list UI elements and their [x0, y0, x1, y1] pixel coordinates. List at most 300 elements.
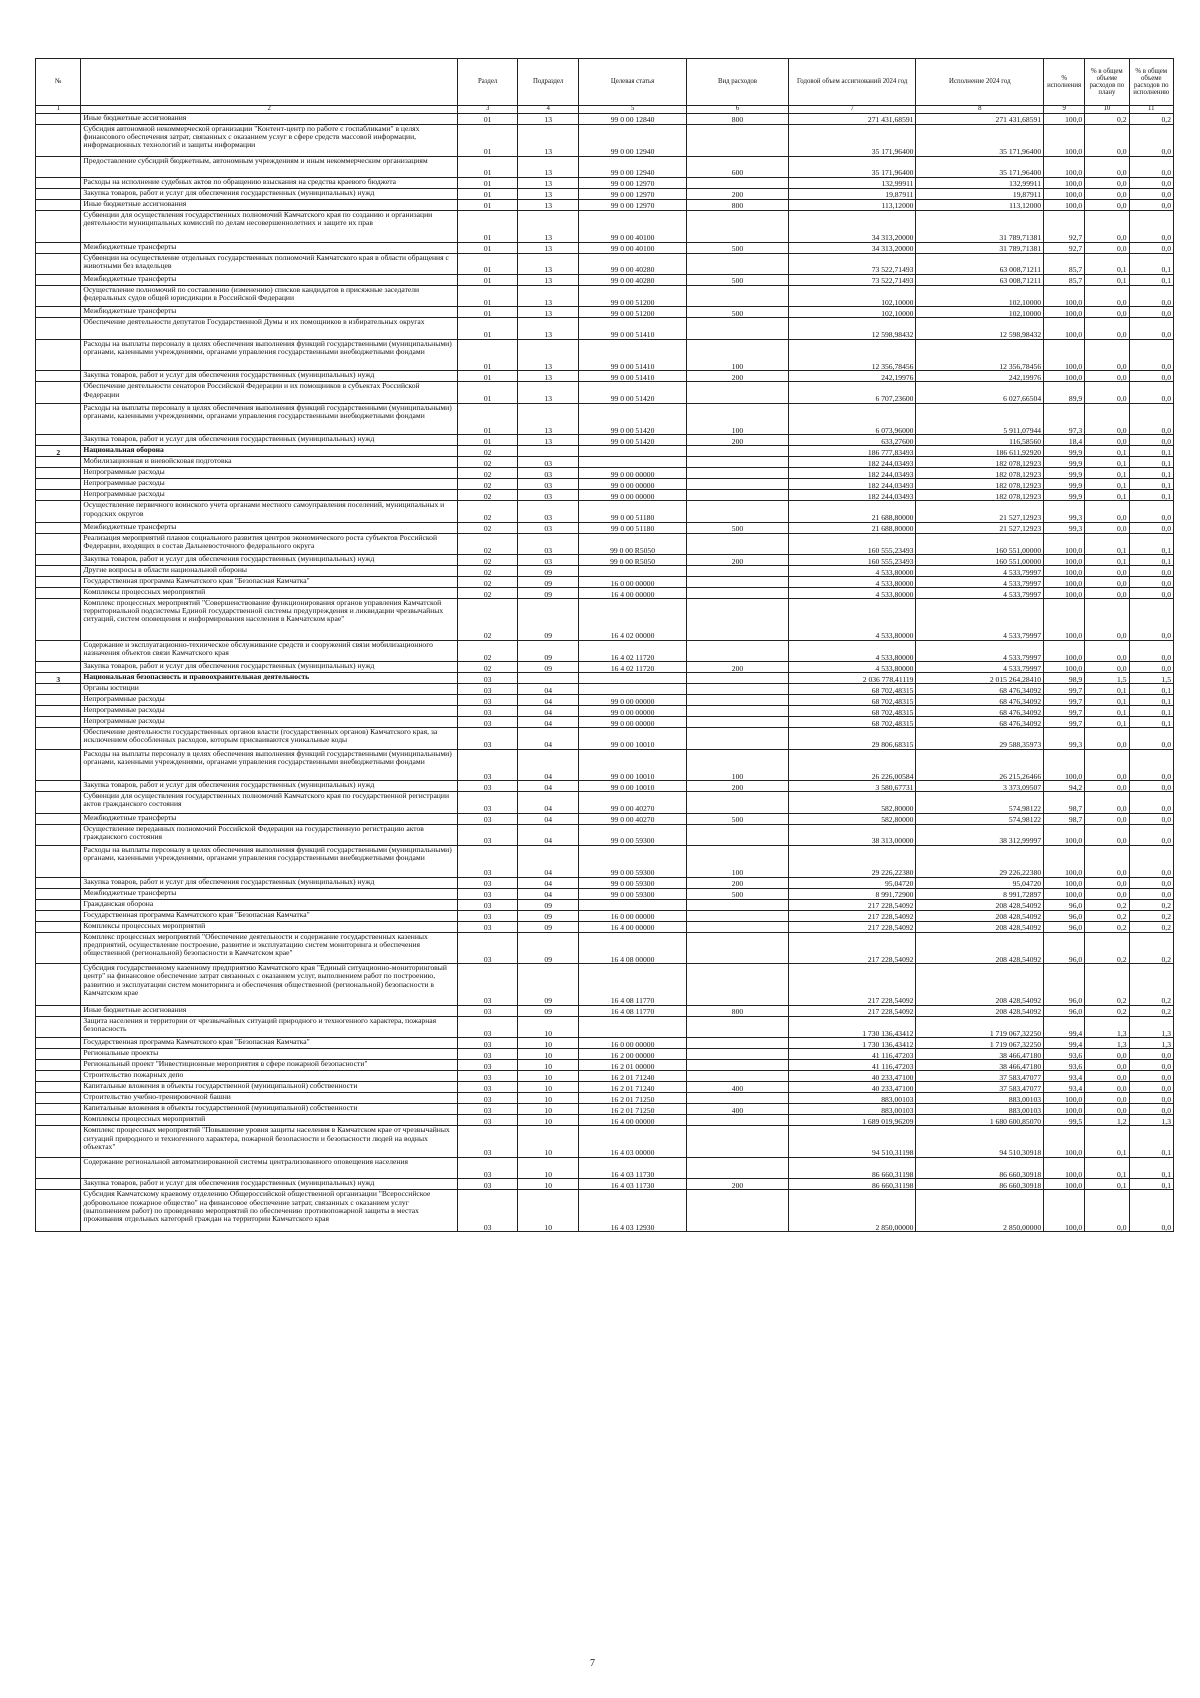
row-share-plan: 0,0: [1085, 1093, 1129, 1104]
row-number: [36, 318, 81, 339]
row-razdel: 02: [457, 457, 518, 468]
table-row: [36, 1006, 1174, 1017]
row-target: 16 4 02 11720: [578, 640, 686, 661]
row-fact: 208 428,54092: [916, 932, 1044, 964]
row-share-plan: 0,1: [1085, 717, 1129, 728]
table-row: [36, 1071, 1174, 1082]
row-share-fact: 0,0: [1129, 501, 1173, 522]
row-number: [36, 1017, 81, 1038]
row-number: [36, 1060, 81, 1071]
row-razdel: 03: [457, 717, 518, 728]
row-plan: 68 702,48315: [788, 706, 916, 717]
row-plan: 8 991,72900: [788, 888, 916, 899]
row-number: [36, 382, 81, 403]
row-plan: 35 171,96400: [788, 156, 916, 177]
row-number: [36, 1104, 81, 1115]
row-pct: 100,0: [1044, 888, 1085, 899]
row-number: [36, 156, 81, 177]
row-number: [36, 964, 81, 1006]
row-pct: 98,9: [1044, 673, 1085, 684]
row-razdel: 01: [457, 210, 518, 242]
row-target: 16 4 08 00000: [578, 932, 686, 964]
row-plan: 217 228,54092: [788, 1006, 916, 1017]
row-share-fact: 0,1: [1129, 490, 1173, 501]
row-vid: [687, 566, 789, 577]
row-name: Другие вопросы в области национальной обороны: [81, 566, 457, 577]
table-row: [36, 1104, 1174, 1115]
row-share-plan: 0,0: [1085, 125, 1129, 157]
row-share-plan: 0,0: [1085, 1082, 1129, 1093]
row-pct: 93,6: [1044, 1060, 1085, 1071]
row-target: 99 0 00 12940: [578, 125, 686, 157]
row-name: Закупка товаров, работ и услуг для обеспечения государственных (муниципальных) нужд: [81, 781, 457, 792]
row-vid: [687, 1093, 789, 1104]
table-row: [36, 695, 1174, 706]
row-share-fact: 0,0: [1129, 1104, 1173, 1115]
row-share-plan: 0,0: [1085, 199, 1129, 210]
row-plan: 2 036 778,41119: [788, 673, 916, 684]
row-plan: 73 522,71493: [788, 274, 916, 285]
row-vid: 800: [687, 199, 789, 210]
row-share-plan: 0,0: [1085, 846, 1129, 878]
row-razdel: 03: [457, 1060, 518, 1071]
row-podrazdel: 10: [518, 1190, 579, 1232]
row-share-fact: 0,0: [1129, 1071, 1173, 1082]
row-vid: [687, 1038, 789, 1049]
row-plan: 12 598,98432: [788, 318, 916, 339]
row-pct: 96,0: [1044, 899, 1085, 910]
row-share-fact: 0,0: [1129, 1190, 1173, 1232]
table-row: [36, 1115, 1174, 1126]
row-plan: 94 510,31198: [788, 1126, 916, 1158]
row-plan: 182 244,03493: [788, 457, 916, 468]
row-razdel: 01: [457, 435, 518, 446]
row-vid: [687, 899, 789, 910]
row-vid: 800: [687, 1006, 789, 1017]
row-number: [36, 781, 81, 792]
row-pct: 85,7: [1044, 274, 1085, 285]
row-fact: 182 078,12923: [916, 479, 1044, 490]
row-name: Непрограммные расходы: [81, 706, 457, 717]
row-share-plan: 0,0: [1085, 577, 1129, 588]
row-share-plan: 0,0: [1085, 640, 1129, 661]
row-name: Строительство пожарных депо: [81, 1071, 457, 1082]
row-name: Межбюджетные трансферты: [81, 242, 457, 253]
row-fact: 208 428,54092: [916, 899, 1044, 910]
table-row: [36, 533, 1174, 554]
row-razdel: 03: [457, 781, 518, 792]
row-pct: 92,7: [1044, 210, 1085, 242]
row-razdel: 03: [457, 695, 518, 706]
table-row: [36, 877, 1174, 888]
row-vid: [687, 318, 789, 339]
row-fact: 160 551,00000: [916, 555, 1044, 566]
row-pct: 100,0: [1044, 1093, 1085, 1104]
row-share-fact: 0,1: [1129, 479, 1173, 490]
row-target: 99 0 00 10010: [578, 749, 686, 781]
row-vid: [687, 177, 789, 188]
row-vid: [687, 1190, 789, 1232]
row-fact: 37 583,47077: [916, 1082, 1044, 1093]
row-number: [36, 253, 81, 274]
row-share-fact: 0,1: [1129, 555, 1173, 566]
row-fact: 102,10000: [916, 285, 1044, 306]
row-name: Иные бюджетные ассигнования: [81, 199, 457, 210]
row-plan: 132,99911: [788, 177, 916, 188]
row-plan: 242,19976: [788, 371, 916, 382]
row-share-fact: 0,0: [1129, 156, 1173, 177]
row-pct: 96,0: [1044, 932, 1085, 964]
row-number: [36, 435, 81, 446]
row-vid: 400: [687, 1082, 789, 1093]
row-razdel: 03: [457, 684, 518, 695]
row-target: 99 0 00 59300: [578, 846, 686, 878]
row-fact: 4 533,79997: [916, 599, 1044, 641]
row-number: [36, 242, 81, 253]
row-share-fact: 0,2: [1129, 899, 1173, 910]
row-razdel: 02: [457, 468, 518, 479]
row-fact: 63 008,71211: [916, 274, 1044, 285]
row-share-fact: 0,0: [1129, 749, 1173, 781]
row-share-fact: 0,0: [1129, 566, 1173, 577]
row-share-plan: 0,0: [1085, 177, 1129, 188]
row-share-plan: 0,0: [1085, 1104, 1129, 1115]
row-name: Закупка товаров, работ и услуг для обеспечения государственных (муниципальных) нужд: [81, 1179, 457, 1190]
row-razdel: 03: [457, 964, 518, 1006]
row-name: Осуществление переданных полномочий Российской Федерации на государственную регистрацию актов гражданского состояния: [81, 824, 457, 845]
row-share-plan: 0,0: [1085, 662, 1129, 673]
row-target: 99 0 00 51420: [578, 382, 686, 403]
row-name: Межбюджетные трансферты: [81, 522, 457, 533]
row-target: 99 0 00 59300: [578, 877, 686, 888]
row-pct: 98,7: [1044, 792, 1085, 813]
row-pct: 89,9: [1044, 382, 1085, 403]
row-podrazdel: 09: [518, 577, 579, 588]
row-target: 16 4 00 00000: [578, 588, 686, 599]
table-row: [36, 899, 1174, 910]
row-target: 99 0 00 12970: [578, 199, 686, 210]
row-name: Защита населения и территории от чрезвычайных ситуаций природного и техногенного характера, пожарная безопасность: [81, 1017, 457, 1038]
row-podrazdel: 04: [518, 824, 579, 845]
table-row: [36, 285, 1174, 306]
row-number: [36, 599, 81, 641]
row-pct: 100,0: [1044, 749, 1085, 781]
row-share-plan: 1,3: [1085, 1017, 1129, 1038]
header-fact: Исполнение 2024 год: [916, 59, 1044, 106]
row-name: Гражданская оборона: [81, 899, 457, 910]
table-row: [36, 307, 1174, 318]
row-target: [578, 566, 686, 577]
row-plan: 182 244,03493: [788, 490, 916, 501]
row-share-plan: 0,0: [1085, 435, 1129, 446]
row-name: Субсидия государственному казенному предприятию Камчатского края "Единый ситуационно-мониторинговый центр" на финансовое обеспечение затрат связанных с оказанием услуг, выполнением работ по построению, развитию и эксплуатации систем мониторинга и обеспечения общественной (региональной) безопасности в Камчатском крае: [81, 964, 457, 1006]
row-plan: 883,00103: [788, 1104, 916, 1115]
row-target: 99 0 00 10010: [578, 728, 686, 749]
row-target: [578, 899, 686, 910]
row-share-plan: 0,0: [1085, 888, 1129, 899]
row-podrazdel: 13: [518, 125, 579, 157]
row-target: 99 0 00 00000: [578, 468, 686, 479]
row-pct: 100,0: [1044, 1104, 1085, 1115]
row-share-plan: 0,1: [1085, 479, 1129, 490]
row-razdel: 02: [457, 662, 518, 673]
row-pct: 99,9: [1044, 490, 1085, 501]
row-target: 99 0 00 59300: [578, 824, 686, 845]
row-podrazdel: 13: [518, 114, 579, 125]
row-fact: 3 373,09507: [916, 781, 1044, 792]
col-number: 3: [457, 106, 518, 114]
row-target: 99 0 00 51420: [578, 403, 686, 435]
row-share-plan: 0,2: [1085, 921, 1129, 932]
row-share-fact: 1,3: [1129, 1038, 1173, 1049]
row-share-fact: 0,0: [1129, 599, 1173, 641]
row-target: 16 4 08 11770: [578, 964, 686, 1006]
row-podrazdel: 10: [518, 1060, 579, 1071]
row-share-plan: 0,0: [1085, 188, 1129, 199]
row-number: [36, 749, 81, 781]
row-podrazdel: 13: [518, 156, 579, 177]
row-share-fact: 0,0: [1129, 177, 1173, 188]
row-plan: 4 533,80000: [788, 566, 916, 577]
row-share-plan: 0,2: [1085, 932, 1129, 964]
row-share-fact: 1,5: [1129, 673, 1173, 684]
row-name: Обеспечение деятельности сенаторов Российской Федерации и их помощников в субъектах Российской Федерации: [81, 382, 457, 403]
row-share-plan: 0,1: [1085, 1126, 1129, 1158]
row-share-plan: 1,2: [1085, 1115, 1129, 1126]
row-podrazdel: 04: [518, 877, 579, 888]
row-number: [36, 210, 81, 242]
row-podrazdel: 13: [518, 210, 579, 242]
row-name: Органы юстиции: [81, 684, 457, 695]
table-row: [36, 274, 1174, 285]
row-plan: 6 707,23600: [788, 382, 916, 403]
row-number: [36, 501, 81, 522]
row-share-fact: 0,1: [1129, 684, 1173, 695]
row-razdel: 02: [457, 522, 518, 533]
row-razdel: 02: [457, 490, 518, 501]
row-name: Иные бюджетные ассигнования: [81, 1006, 457, 1017]
col-number: 9: [1044, 106, 1085, 114]
row-number: [36, 468, 81, 479]
row-plan: 102,10000: [788, 285, 916, 306]
row-fact: 160 551,00000: [916, 533, 1044, 554]
row-share-fact: 0,0: [1129, 1060, 1173, 1071]
row-name: Субсидия Камчатскому краевому отделению Общероссийской общественной организации "Всероссийское добровольное пожарное общество" на финансовое обеспечение затрат, связанных с оказанием услуг (выполнением работ) по проведению мероприятий по обеспечению противопожарной защиты в местах проживания отдельных категорий граждан на территории Камчатского края: [81, 1190, 457, 1232]
row-pct: 100,0: [1044, 577, 1085, 588]
row-share-plan: 0,0: [1085, 728, 1129, 749]
row-pct: 92,7: [1044, 242, 1085, 253]
row-plan: 217 228,54092: [788, 921, 916, 932]
row-fact: 12 356,78456: [916, 339, 1044, 371]
table-row: [36, 717, 1174, 728]
row-vid: 200: [687, 877, 789, 888]
row-pct: 93,6: [1044, 1049, 1085, 1060]
row-fact: 86 660,30918: [916, 1179, 1044, 1190]
row-razdel: 03: [457, 749, 518, 781]
table-row: [36, 792, 1174, 813]
row-target: 99 0 00 40280: [578, 253, 686, 274]
row-share-fact: 0,1: [1129, 695, 1173, 706]
row-pct: 100,0: [1044, 640, 1085, 661]
header-name: [81, 59, 457, 106]
row-fact: 38 312,99997: [916, 824, 1044, 845]
row-plan: 883,00103: [788, 1093, 916, 1104]
table-row: [36, 640, 1174, 661]
row-pct: 100,0: [1044, 339, 1085, 371]
row-target: 99 0 00 51410: [578, 318, 686, 339]
row-number: [36, 792, 81, 813]
row-name: Непрограммные расходы: [81, 695, 457, 706]
row-vid: [687, 1126, 789, 1158]
row-target: 99 0 00 R5050: [578, 555, 686, 566]
row-number: [36, 566, 81, 577]
row-number: [36, 1126, 81, 1158]
row-fact: 182 078,12923: [916, 468, 1044, 479]
row-share-plan: 0,1: [1085, 706, 1129, 717]
row-pct: 99,5: [1044, 1115, 1085, 1126]
row-share-fact: 0,0: [1129, 888, 1173, 899]
row-number: [36, 877, 81, 888]
row-target: 99 0 00 51200: [578, 285, 686, 306]
row-share-fact: 0,2: [1129, 964, 1173, 1006]
row-vid: 500: [687, 274, 789, 285]
row-fact: 208 428,54092: [916, 1006, 1044, 1017]
row-number: [36, 728, 81, 749]
row-name: Субсидия автономной некоммерческой организации "Контент-центр по работе с госпабликами" в целях финансового обеспечения затрат, связанных с оказанием услуг в сфере средств массовой информации, информационных технологий и защиты информации: [81, 125, 457, 157]
header-pct: % исполнения: [1044, 59, 1085, 106]
row-number: [36, 1038, 81, 1049]
table-row: [36, 446, 1174, 457]
row-share-fact: 0,0: [1129, 188, 1173, 199]
row-target: 16 4 03 12930: [578, 1190, 686, 1232]
row-share-plan: 0,2: [1085, 899, 1129, 910]
row-pct: 100,0: [1044, 156, 1085, 177]
row-podrazdel: 13: [518, 307, 579, 318]
row-fact: 21 527,12923: [916, 522, 1044, 533]
row-podrazdel: 13: [518, 435, 579, 446]
table-row: [36, 125, 1174, 157]
row-razdel: 03: [457, 1126, 518, 1158]
row-plan: 68 702,48315: [788, 684, 916, 695]
row-podrazdel: 13: [518, 199, 579, 210]
row-pct: 100,0: [1044, 318, 1085, 339]
row-podrazdel: 13: [518, 318, 579, 339]
row-plan: 582,80000: [788, 792, 916, 813]
row-razdel: 03: [457, 1006, 518, 1017]
row-pct: 98,7: [1044, 813, 1085, 824]
row-target: 16 2 01 00000: [578, 1060, 686, 1071]
row-fact: 4 533,79997: [916, 662, 1044, 673]
row-fact: 21 527,12923: [916, 501, 1044, 522]
row-plan: 4 533,80000: [788, 599, 916, 641]
row-fact: 1 680 600,85070: [916, 1115, 1044, 1126]
row-vid: [687, 964, 789, 1006]
row-fact: 4 533,79997: [916, 566, 1044, 577]
table-row: [36, 1060, 1174, 1071]
row-razdel: 01: [457, 253, 518, 274]
table-row: [36, 1038, 1174, 1049]
row-vid: 100: [687, 846, 789, 878]
row-target: 16 4 03 11730: [578, 1179, 686, 1190]
row-number: [36, 1082, 81, 1093]
row-share-fact: 0,0: [1129, 242, 1173, 253]
row-plan: 21 688,80000: [788, 501, 916, 522]
row-pct: 96,0: [1044, 921, 1085, 932]
row-fact: 271 431,68591: [916, 114, 1044, 125]
row-target: 16 2 01 71240: [578, 1082, 686, 1093]
row-vid: 200: [687, 1179, 789, 1190]
row-podrazdel: 03: [518, 501, 579, 522]
row-plan: 86 660,31198: [788, 1158, 916, 1179]
row-pct: 85,7: [1044, 253, 1085, 274]
row-share-plan: 0,0: [1085, 307, 1129, 318]
row-name: Обеспечение деятельности государственных органов власти (государственных органов) Камчатского края, за исключением обособленных расходов, которым присваиваются уникальные коды: [81, 728, 457, 749]
table-row: [36, 588, 1174, 599]
row-fact: 26 215,26466: [916, 749, 1044, 781]
row-pct: 100,0: [1044, 1190, 1085, 1232]
row-vid: 200: [687, 555, 789, 566]
row-number: [36, 1190, 81, 1232]
row-pct: 100,0: [1044, 125, 1085, 157]
row-pct: 99,7: [1044, 684, 1085, 695]
row-razdel: 02: [457, 599, 518, 641]
row-share-plan: 0,0: [1085, 1049, 1129, 1060]
row-fact: 208 428,54092: [916, 964, 1044, 1006]
row-fact: 116,58560: [916, 435, 1044, 446]
row-podrazdel: 10: [518, 1126, 579, 1158]
row-name: Обеспечение деятельности депутатов Государственной Думы и их помощников в избирательных округах: [81, 318, 457, 339]
row-share-fact: 0,0: [1129, 640, 1173, 661]
row-razdel: 03: [457, 846, 518, 878]
row-podrazdel: 09: [518, 566, 579, 577]
row-pct: 100,0: [1044, 177, 1085, 188]
row-number: [36, 695, 81, 706]
row-target: 99 0 00 40100: [578, 210, 686, 242]
row-name: Непрограммные расходы: [81, 490, 457, 501]
row-vid: [687, 673, 789, 684]
row-target: 16 0 00 00000: [578, 577, 686, 588]
row-pct: 100,0: [1044, 285, 1085, 306]
row-podrazdel: 03: [518, 490, 579, 501]
row-fact: 242,19976: [916, 371, 1044, 382]
row-razdel: 01: [457, 242, 518, 253]
row-share-fact: 1,3: [1129, 1017, 1173, 1038]
row-pct: 100,0: [1044, 114, 1085, 125]
row-fact: 29 226,22380: [916, 846, 1044, 878]
row-plan: 21 688,80000: [788, 522, 916, 533]
row-pct: 94,2: [1044, 781, 1085, 792]
row-target: 99 0 00 12970: [578, 177, 686, 188]
row-share-fact: 0,1: [1129, 274, 1173, 285]
row-pct: 100,0: [1044, 307, 1085, 318]
row-fact: 1 719 067,32250: [916, 1038, 1044, 1049]
row-name: Реализация мероприятий планов социального развития центров экономического роста субъектов Российской Федерации, входящих в состав Дальневосточного федерального округа: [81, 533, 457, 554]
row-fact: 883,00103: [916, 1093, 1044, 1104]
row-razdel: 03: [457, 673, 518, 684]
col-number: 7: [788, 106, 916, 114]
row-razdel: 03: [457, 1082, 518, 1093]
row-name: Закупка товаров, работ и услуг для обеспечения государственных (муниципальных) нужд: [81, 188, 457, 199]
row-vid: [687, 921, 789, 932]
row-target: 99 0 00 00000: [578, 490, 686, 501]
row-podrazdel: 13: [518, 403, 579, 435]
row-podrazdel: 03: [518, 457, 579, 468]
row-share-plan: 0,0: [1085, 339, 1129, 371]
table-row: [36, 114, 1174, 125]
row-pct: 96,0: [1044, 910, 1085, 921]
row-share-plan: 0,1: [1085, 1179, 1129, 1190]
header-share-fact: % в общем объеме расходов по исполнению: [1129, 59, 1173, 106]
